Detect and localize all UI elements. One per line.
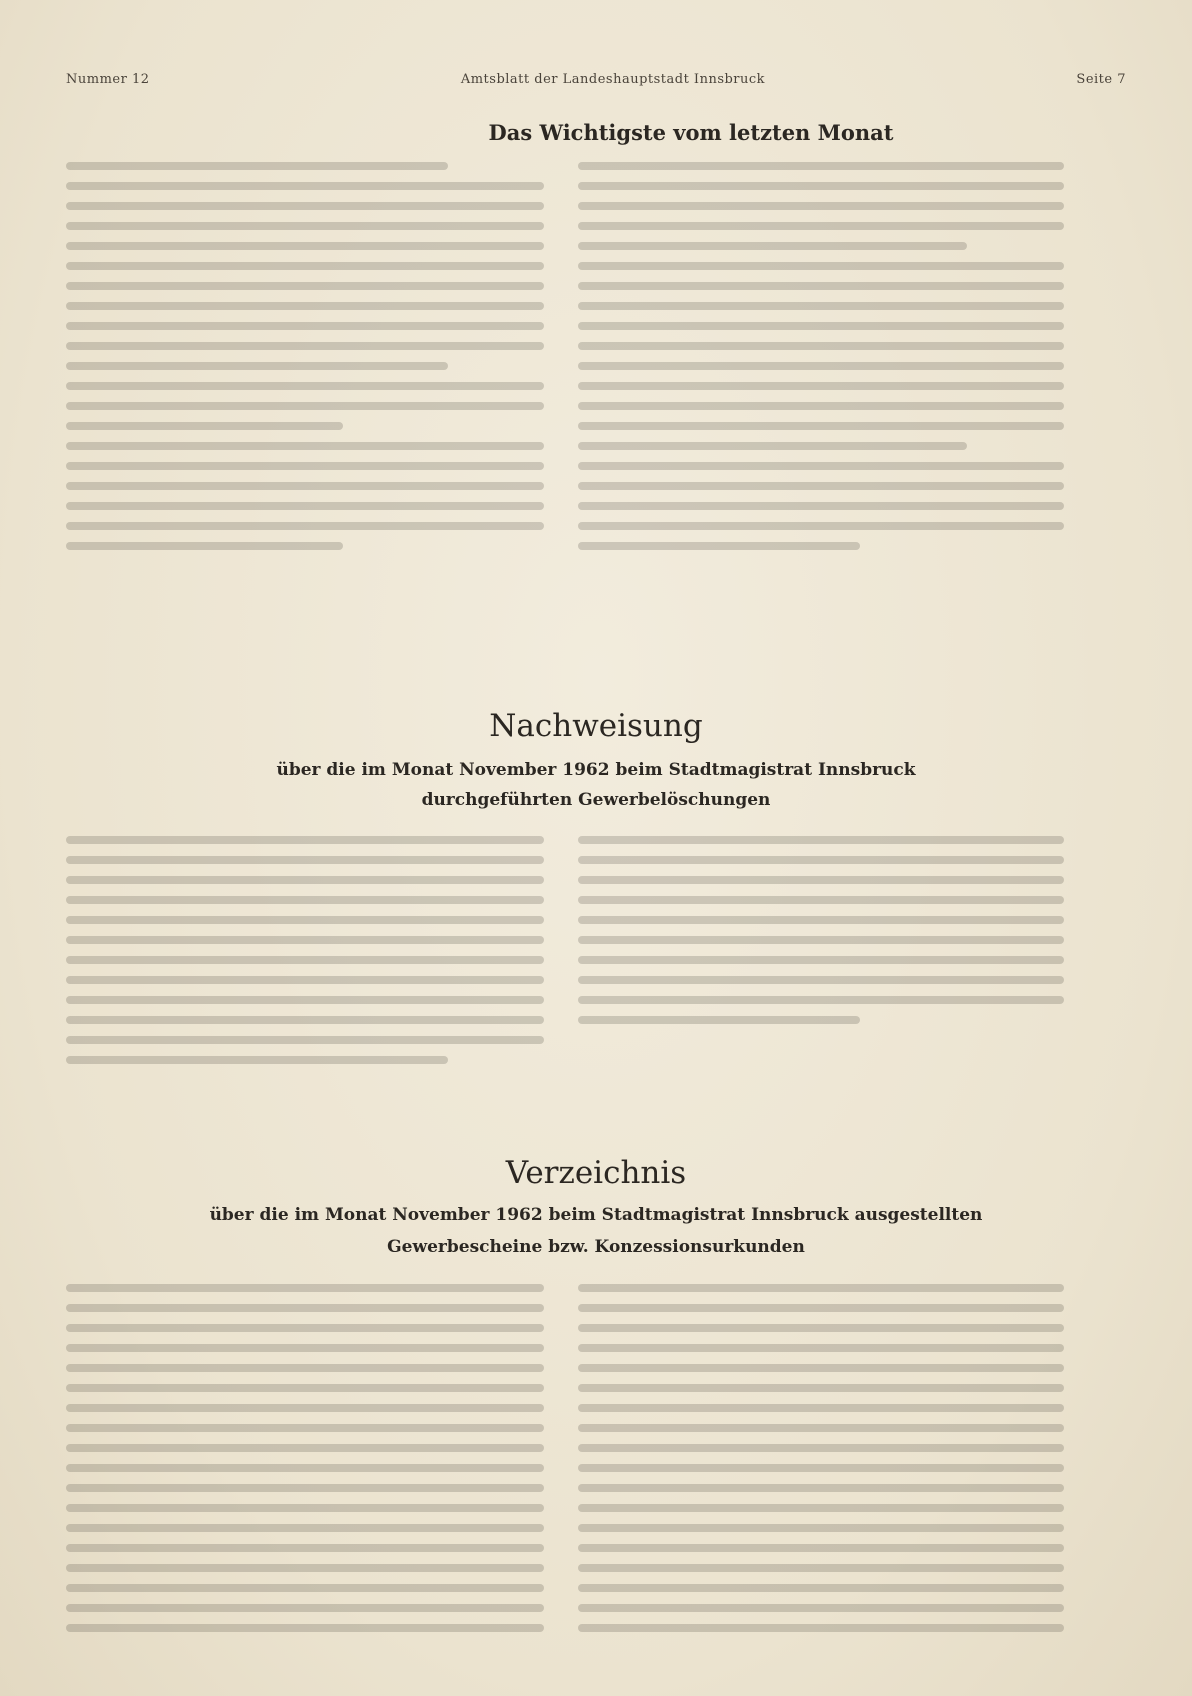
licenses-section-title: Verzeichnis bbox=[505, 1155, 687, 1191]
licenses-right-column bbox=[578, 1284, 1064, 1644]
licenses-left-column bbox=[66, 1284, 544, 1644]
running-head bbox=[66, 72, 1126, 87]
month-left-column bbox=[66, 162, 544, 562]
deletions-left-column bbox=[66, 836, 544, 1076]
page-number: Seite 7 bbox=[1076, 72, 1126, 87]
publication-title: Amtsblatt der Landeshauptstadt Innsbruck bbox=[460, 72, 766, 87]
deletions-subtitle-line-2: durchgeführten Gewerbelöschungen bbox=[421, 790, 771, 810]
deletions-right-column bbox=[578, 836, 1064, 1036]
licenses-subtitle-line-1: über die im Monat November 1962 beim Stadtmagistrat Innsbruck ausgestellten bbox=[209, 1205, 983, 1225]
deletions-subtitle-line-1: über die im Monat November 1962 beim Stadtmagistrat Innsbruck bbox=[276, 760, 916, 780]
licenses-subtitle-line-2: Gewerbescheine bzw. Konzessionsurkunden bbox=[387, 1237, 805, 1257]
issue-number: Nummer 12 bbox=[66, 72, 150, 87]
month-section-title: Das Wichtigste vom letzten Monat bbox=[488, 120, 894, 145]
deletions-section-title: Nachweisung bbox=[489, 708, 703, 744]
month-right-column bbox=[578, 162, 1064, 562]
